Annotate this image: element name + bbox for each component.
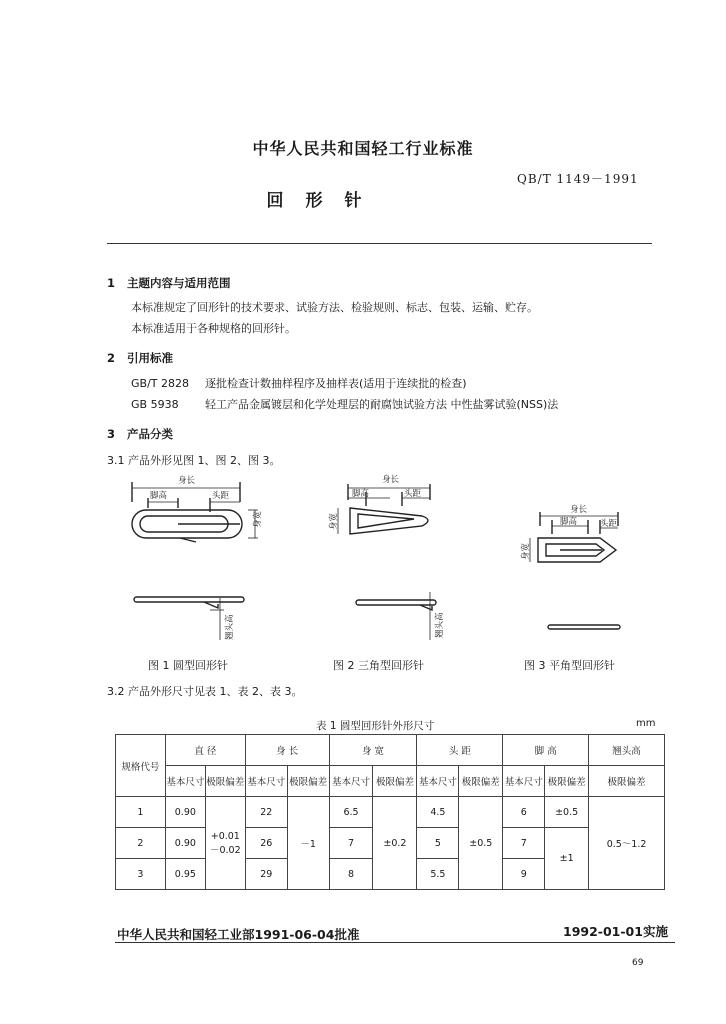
- label-body-width: 身宽: [253, 510, 263, 528]
- section-1-line-1: 本标准规定了回形针的技术要求、试验方法、检验规则、标志、包装、运输、贮存。: [131, 301, 538, 314]
- reference-item: GB 5938 轻工产品金属镀层和化学处理层的耐腐蚀试验方法 中性盐雾试验(NSS)法: [131, 398, 559, 411]
- table-header-spec-code: 规格代号: [116, 735, 166, 797]
- cell-head-distance: 5: [417, 828, 459, 859]
- sub-header-basic: 基本尺寸: [329, 766, 373, 797]
- label-body-length: 身长: [570, 505, 588, 515]
- section-3-2: 3.2 产品外形尺寸见表 1、表 2、表 3。: [107, 685, 303, 698]
- sub-header-basic: 基本尺寸: [165, 766, 205, 797]
- cell-head-distance: 4.5: [417, 797, 459, 828]
- header-rule: [107, 243, 652, 244]
- label-foot-height: 脚高: [150, 491, 168, 501]
- cell-foot-height-tolerance: ±0.5: [545, 797, 589, 828]
- section-3-1: 3.1 产品外形见图 1、图 2、图 3。: [107, 454, 281, 467]
- label-head-distance: 头距: [404, 489, 422, 499]
- section-1-heading: 1 主题内容与适用范围: [107, 276, 231, 290]
- sub-header-basic: 基本尺寸: [245, 766, 287, 797]
- table-1: [115, 734, 665, 890]
- document-title: 回形针: [266, 191, 384, 211]
- label-foot-height: 脚高: [352, 489, 370, 499]
- table-header-body-length: 身 长: [245, 735, 329, 766]
- reference-item: GB/T 2828 逐批检查计数抽样程序及抽样表(适用于连续批的检查): [131, 377, 467, 390]
- table-header-body-width: 身 宽: [329, 735, 417, 766]
- label-body-length: 身长: [382, 475, 400, 485]
- table-header-foot-height: 脚 高: [503, 735, 589, 766]
- sub-header-basic: 基本尺寸: [503, 766, 545, 797]
- cell-diameter: 0.90: [165, 828, 205, 859]
- table-header-diameter: 直 径: [165, 735, 245, 766]
- figure-3-drawing: [530, 512, 620, 629]
- effective-date: 1992-01-01实施: [563, 924, 668, 939]
- table-header-head-distance: 头 距: [417, 735, 503, 766]
- org-title: 中华人民共和国轻工行业标准: [252, 139, 474, 158]
- label-body-width: 身宽: [329, 512, 339, 530]
- cell-diameter-tolerance: +0.01 －0.02: [205, 797, 245, 890]
- figure-2-caption: 图 2 三角型回形针: [333, 659, 424, 672]
- cell-body-width: 6.5: [329, 797, 373, 828]
- cell-body-width: 8: [329, 859, 373, 890]
- table-1-unit: mm: [636, 718, 656, 729]
- label-head-raise: 翘头高: [435, 612, 445, 638]
- footer-rule: [115, 942, 675, 943]
- approval-text: 中华人民共和国轻工业部1991-06-04批准: [117, 927, 360, 942]
- cell-body-length: 26: [245, 828, 287, 859]
- label-body-width: 身宽: [521, 542, 531, 560]
- cell-foot-height-tolerance: ±1: [545, 828, 589, 890]
- cell-head-raise: 0.5～1.2: [589, 797, 665, 890]
- figure-1-drawing: [132, 482, 258, 640]
- cell-code: 2: [116, 828, 166, 859]
- cell-foot-height: 7: [503, 828, 545, 859]
- cell-head-distance: 5.5: [417, 859, 459, 890]
- figures-area: [100, 470, 680, 680]
- cell-body-length: 22: [245, 797, 287, 828]
- sub-header-tolerance: 极限偏差: [589, 766, 665, 797]
- cell-foot-height: 9: [503, 859, 545, 890]
- figure-3-caption: 图 3 平角型回形针: [524, 659, 615, 672]
- figure-1-caption: 图 1 圆型回形针: [148, 659, 228, 672]
- sub-header-tolerance: 极限偏差: [205, 766, 245, 797]
- sub-header-basic: 基本尺寸: [417, 766, 459, 797]
- figure-2-drawing: [338, 484, 436, 640]
- cell-code: 3: [116, 859, 166, 890]
- cell-head-distance-tolerance: ±0.5: [459, 797, 503, 890]
- sub-header-tolerance: 极限偏差: [459, 766, 503, 797]
- sub-header-tolerance: 极限偏差: [545, 766, 589, 797]
- cell-foot-height: 6: [503, 797, 545, 828]
- label-head-raise: 翘头高: [225, 614, 235, 640]
- cell-code: 1: [116, 797, 166, 828]
- cell-body-width: 7: [329, 828, 373, 859]
- table-1-caption: 表 1 圆型回形针外形尺寸: [316, 720, 435, 732]
- standard-number: QB/T 1149－1991: [517, 172, 639, 186]
- cell-body-length-tolerance: －1: [287, 797, 329, 890]
- section-3-heading: 3 产品分类: [107, 427, 173, 441]
- section-1-line-2: 本标准适用于各种规格的回形针。: [131, 322, 296, 335]
- table-header-head-raise: 翘头高: [589, 735, 665, 766]
- section-2-heading: 2 引用标准: [107, 351, 173, 365]
- cell-body-width-tolerance: ±0.2: [373, 797, 417, 890]
- label-foot-height: 脚高: [560, 517, 578, 527]
- cell-body-length: 29: [245, 859, 287, 890]
- label-body-length: 身长: [178, 476, 196, 486]
- cell-diameter: 0.90: [165, 797, 205, 828]
- cell-diameter: 0.95: [165, 859, 205, 890]
- label-head-distance: 头距: [600, 519, 618, 529]
- label-head-distance: 头距: [212, 491, 230, 501]
- sub-header-tolerance: 极限偏差: [373, 766, 417, 797]
- sub-header-tolerance: 极限偏差: [287, 766, 329, 797]
- page-number: 69: [632, 958, 644, 968]
- table-row: [116, 797, 665, 828]
